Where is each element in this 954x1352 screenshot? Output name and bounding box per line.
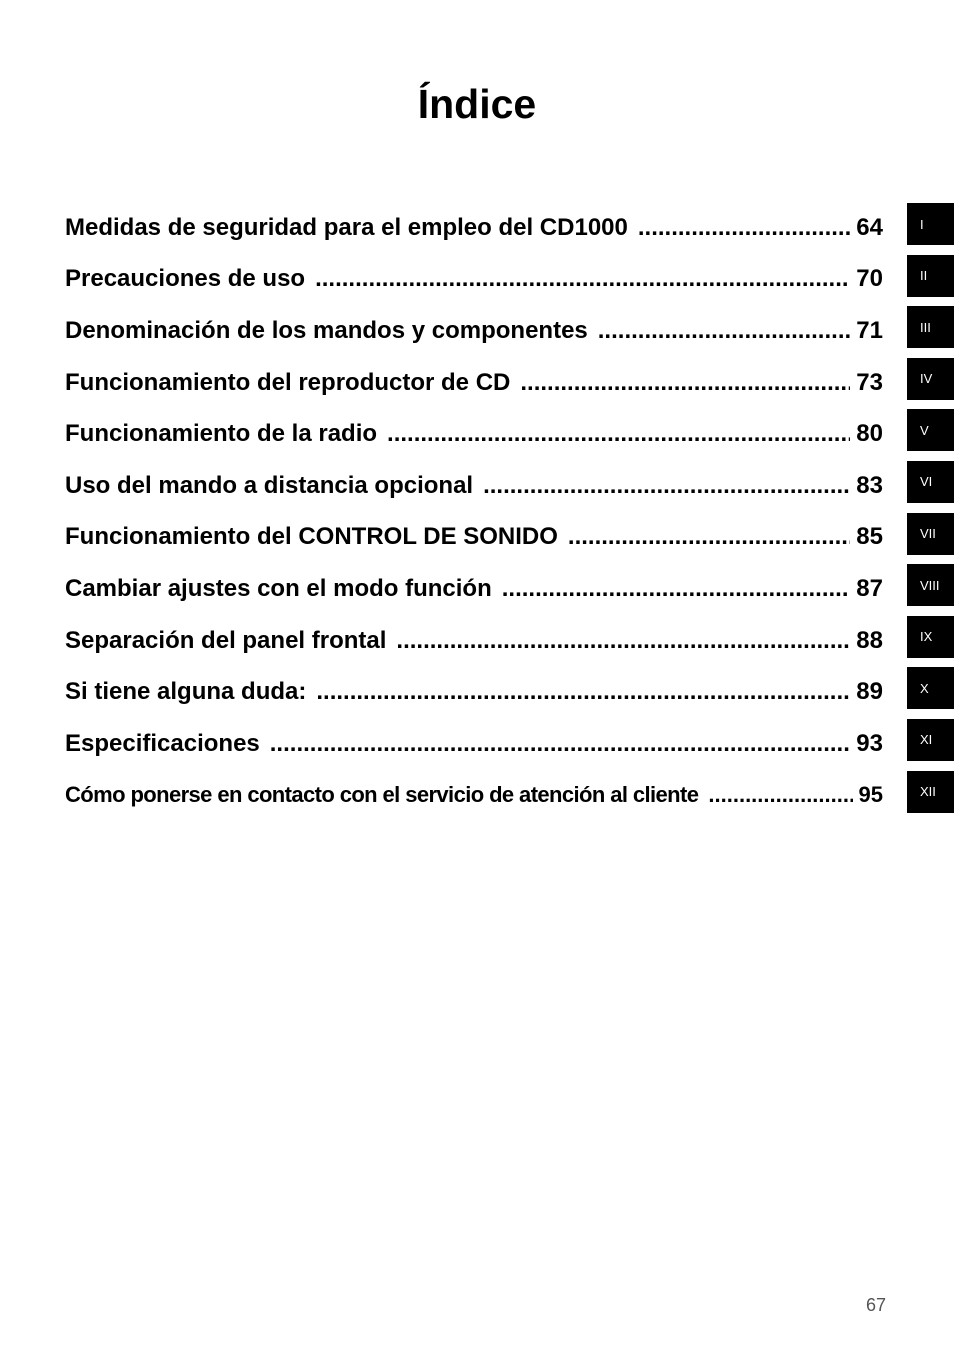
toc-entry-page: 95 [858, 782, 883, 808]
toc-entry-label: Funcionamiento del CONTROL DE SONIDO [65, 523, 558, 551]
toc-entry[interactable] [65, 254, 883, 306]
toc-entry[interactable] [65, 512, 883, 564]
toc-entry[interactable] [65, 770, 883, 822]
section-tab[interactable]: IX [907, 616, 954, 658]
toc-dot-leader [483, 472, 850, 500]
toc-entry[interactable] [65, 460, 883, 512]
toc-entry-page: 64 [856, 213, 883, 241]
section-tab[interactable]: XI [907, 719, 954, 761]
section-tab[interactable]: XII [907, 771, 954, 813]
section-tab[interactable]: V [907, 409, 954, 451]
section-tab[interactable]: III [907, 306, 954, 348]
section-tab[interactable]: X [907, 667, 954, 709]
toc-dot-leader [316, 678, 850, 706]
section-tabs [907, 203, 954, 822]
toc-entry-label: Uso del mando a distancia opcional [65, 471, 474, 499]
toc-dot-leader [638, 214, 850, 242]
section-tab[interactable]: VI [907, 461, 954, 503]
toc-dot-leader [568, 523, 850, 551]
page-number: 67 [866, 1295, 887, 1315]
toc-entry[interactable] [65, 202, 883, 254]
toc-entry-page: 80 [856, 420, 883, 448]
toc-entry-label: Precauciones de uso [65, 265, 306, 293]
toc-dot-leader [315, 265, 850, 293]
toc-dot-leader [387, 420, 850, 448]
toc-entry[interactable] [65, 718, 883, 770]
toc-entry[interactable] [65, 357, 883, 409]
section-tab[interactable]: II [907, 255, 954, 297]
toc-entry-page: 71 [856, 316, 883, 344]
toc-entry-page: 89 [856, 678, 883, 706]
toc-entry-label: Funcionamiento del reproductor de CD [65, 368, 511, 396]
toc-entry-page: 87 [856, 574, 883, 602]
toc-entry[interactable] [65, 408, 883, 460]
toc-dot-leader [598, 317, 851, 345]
section-tab[interactable]: VIII [907, 564, 954, 606]
toc-dot-leader [270, 730, 851, 758]
section-tab[interactable]: I [907, 203, 954, 245]
toc-entry-page: 88 [856, 626, 883, 654]
toc-dot-leader [502, 575, 851, 603]
toc-entry[interactable] [65, 615, 883, 667]
toc-entry-label: Cómo ponerse en contacto con el servicio de atención al cliente [65, 782, 699, 808]
toc-entry[interactable] [65, 666, 883, 718]
toc-entry[interactable] [65, 563, 883, 615]
page-title: Índice [417, 81, 537, 127]
toc-entry-label: Denominación de los mandos y componentes [65, 316, 588, 344]
toc-entry-label: Medidas de seguridad para el empleo del CD1000 [65, 213, 628, 241]
toc-entry-page: 83 [856, 471, 883, 499]
toc-entry-page: 70 [856, 265, 883, 293]
toc-entry-label: Si tiene alguna duda: [65, 678, 307, 706]
toc-entry-label: Especificaciones [65, 729, 260, 757]
toc-entry-page: 73 [856, 368, 883, 396]
toc-entry-page: 85 [856, 523, 883, 551]
section-tab[interactable]: IV [907, 358, 954, 400]
toc-entry-label: Funcionamiento de la radio [65, 420, 378, 448]
toc-dot-leader [708, 782, 852, 808]
table-of-contents [65, 202, 883, 821]
toc-entry-label: Separación del panel frontal [65, 626, 387, 654]
toc-entry[interactable] [65, 305, 883, 357]
section-tab[interactable]: VII [907, 513, 954, 555]
toc-entry-label: Cambiar ajustes con el modo función [65, 574, 492, 602]
toc-dot-leader [396, 627, 850, 655]
toc-entry-page: 93 [856, 729, 883, 757]
toc-dot-leader [520, 369, 850, 397]
